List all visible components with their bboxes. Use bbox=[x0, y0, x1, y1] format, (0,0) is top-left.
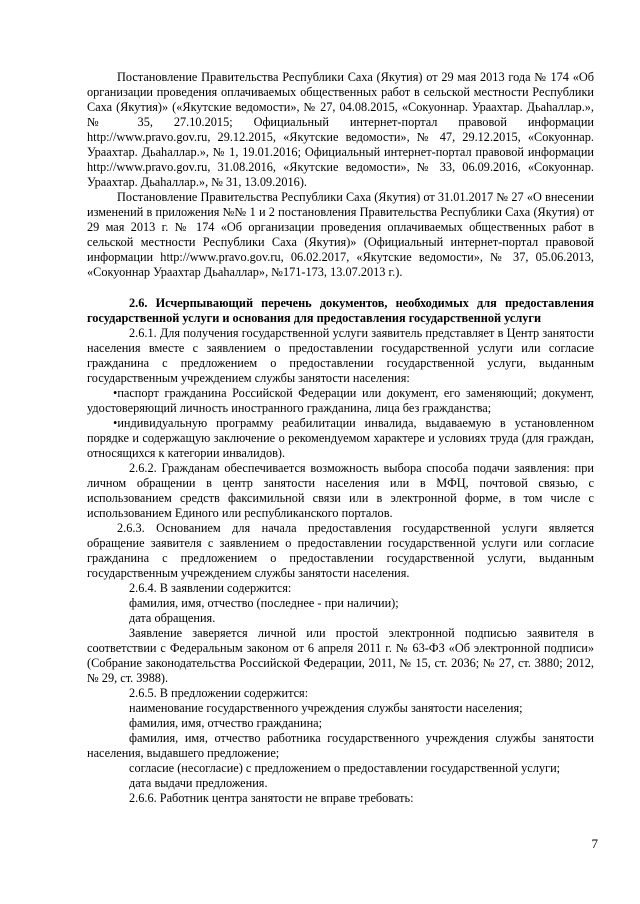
paragraph-resolution-174: Постановление Правительства Республики Саха (Якутия) от 29 мая 2013 года № 174 «Об организации проведения оплачиваемых общественных работ в сельской местности Республики Саха (Якутия)» («Якутские ведомости», № 27, 04.08.2015, «Сокуоннар. Ураахтар. Дьаһаллар.», № 35, 27.10.2015; Официальный интернет-портал правовой информации http://www.pravo.gov.ru, 29.12.2015, «Якутские ведомости», № 47, 29.12.2015, «Сокуоннар. Ураахтар. Дьаһаллар.», № 1, 19.01.2016; Официальный интернет-портал правовой информации http://www.pravo.gov.ru, 31.08.2016, «Якутские ведомости», № 33, 06.09.2016, «Сокуоннар. Ураахтар. Дьаһаллар.», № 31, 13.09.2016). bbox=[87, 70, 594, 189]
list-item: наименование государственного учреждения службы занятости населения; bbox=[129, 701, 523, 715]
list-item-passport: • паспорт гражданина Российской Федерации или документ, его заменяющий; документ, удостоверяющий личность иностранного гражданина, лица без гражданства; bbox=[87, 386, 594, 416]
list-item: дата выдачи предложения. bbox=[129, 776, 268, 790]
document-page bbox=[87, 70, 594, 806]
list-item: фамилия, имя, отчество гражданина; bbox=[129, 716, 323, 730]
list-item: согласие (несогласие) с предложением о предоставлении государственной услуги; bbox=[129, 761, 561, 775]
list-item: фамилия, имя, отчество работника государственного учреждения службы занятости населения, выдавшего предложение; bbox=[87, 731, 594, 760]
paragraph-2-6-3: 2.6.3. Основанием для начала предоставления государственной услуги является обращение заявителя с заявлением о предоставлении государственной услуги или согласие гражданина с предложением о предоставлении государственной услуги, выданным государственным учреждением службы занятости населения. bbox=[87, 521, 594, 580]
paragraph-2-6-1: 2.6.1. Для получения государственной услуги заявитель представляет в Центр занятости населения вместе с заявлением о предоставлении государственной услуги или согласие гражданина с предложением о предоставлении государственной услуги, выданным государственным учреждением службы занятости населения: bbox=[87, 326, 594, 385]
list-item: фамилия, имя, отчество (последнее - при наличии); bbox=[129, 596, 399, 610]
paragraph-2-6-6: 2.6.6. Работник центра занятости не вправе требовать: bbox=[129, 791, 414, 805]
paragraph-2-6-2: 2.6.2. Гражданам обеспечивается возможность выбора способа подачи заявления: при личном обращении в центр занятости населения или в МФЦ, почтовой связью, с использованием средств факсимильной связи или в электронной форме, в том числе с использованием Единого или республиканского порталов. bbox=[87, 461, 594, 520]
spacer bbox=[87, 280, 594, 296]
paragraph-signature: Заявление заверяется личной или простой электронной подписью заявителя в соответствии с Федеральным законом от 6 апреля 2011 г. № 63-ФЗ «Об электронной подписи» (Собрание законодательства Российской Федерации, 2011, № 15, ст. 2036; № 27, ст. 3880; 2012, № 29, ст. 3988). bbox=[87, 626, 594, 685]
list-item-rehab-program: • индивидуальную программу реабилитации инвалида, выдаваемую в установленном порядке и содержащую заключение о рекомендуемом характере и условиях труда (для граждан, относящихся к категории инвалидов). bbox=[87, 416, 594, 461]
page-number: 7 bbox=[591, 836, 598, 851]
paragraph-2-6-5: 2.6.5. В предложении содержится: bbox=[129, 686, 309, 700]
paragraph-resolution-27: Постановление Правительства Республики Саха (Якутия) от 31.01.2017 № 27 «О внесении изменений в приложения №№ 1 и 2 постановления Правительства Республики Саха (Якутия) от 29 мая 2013 г. № 174 «Об организации проведения оплачиваемых общественных работ в сельской местности Республики Саха (Якутия)» (Официальный интернет-портал правовой информации http://www.pravo.gov.ru, 06.02.2017, «Якутские ведомости», № 37, 05.06.2013, «Сокуоннар Ураахтар Дьаһаллар», №171-173, 13.07.2013 г.). bbox=[87, 190, 594, 279]
section-heading-2-6: 2.6. Исчерпывающий перечень документов, необходимых для предоставления государственной услуги и основания для предоставления государственной услуги bbox=[87, 296, 594, 325]
paragraph-2-6-4: 2.6.4. В заявлении содержится: bbox=[129, 581, 292, 595]
list-item: дата обращения. bbox=[129, 611, 216, 625]
